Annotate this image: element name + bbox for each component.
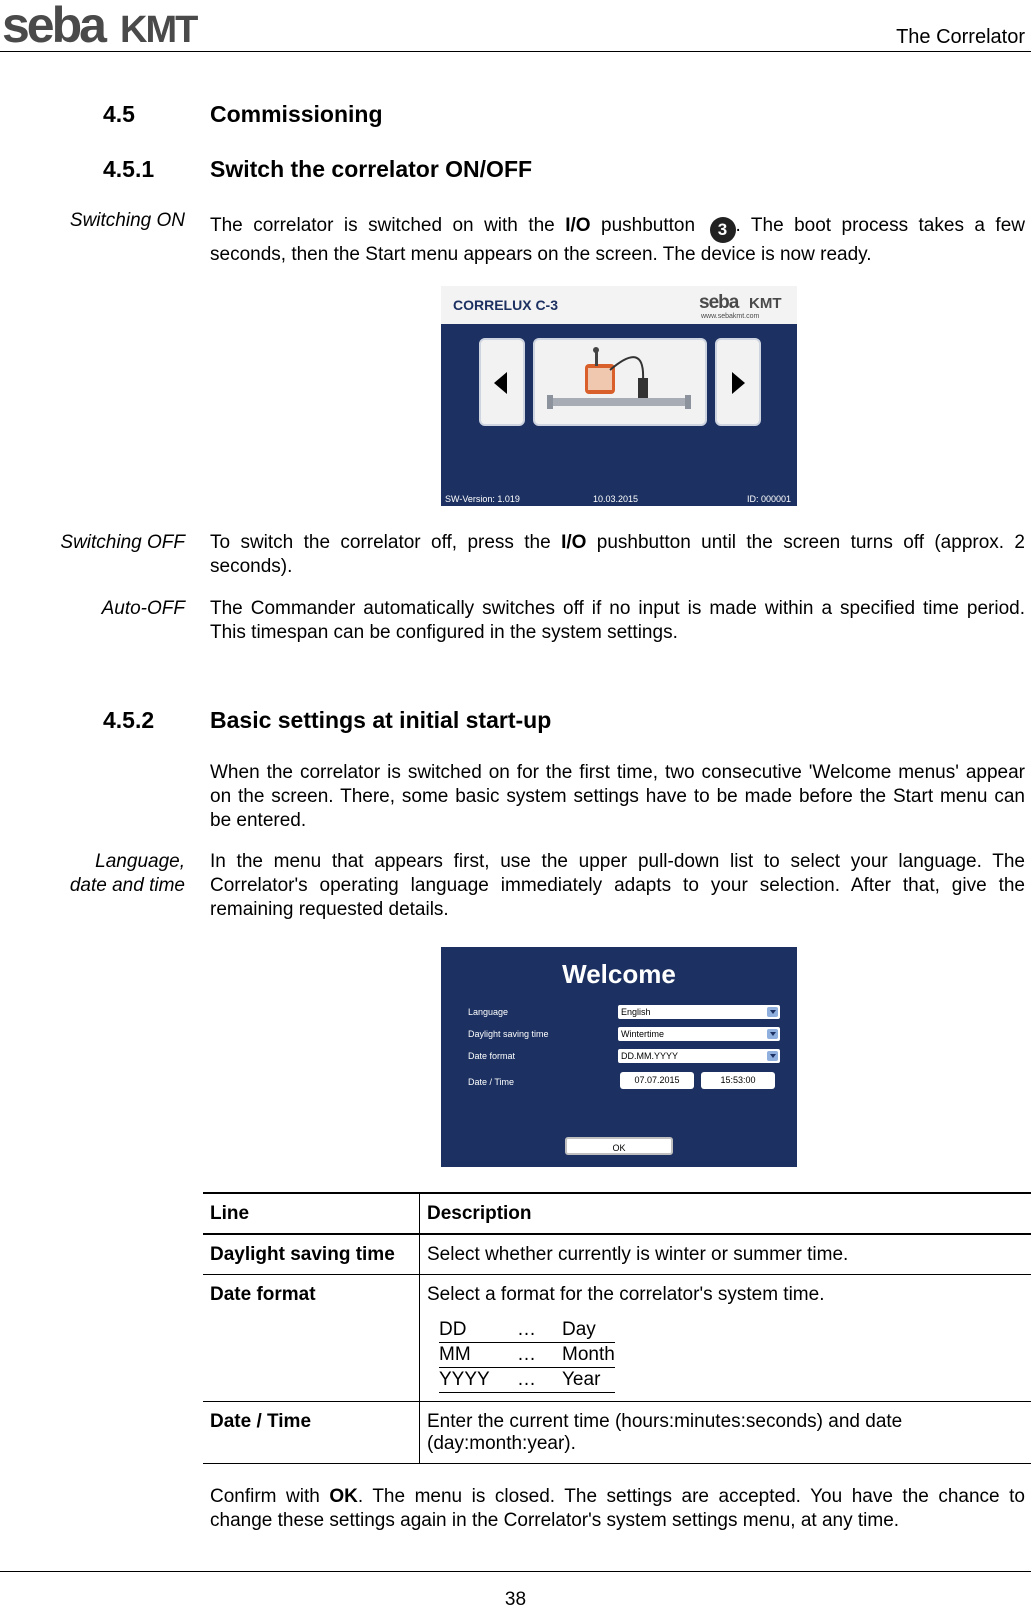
margin-label-switching-on: Switching ON <box>69 210 185 231</box>
device-title: CORRELUX C-3 <box>453 297 559 313</box>
chevron-down-icon <box>767 1029 778 1039</box>
column-header-description: Description <box>427 1203 532 1224</box>
ok-button[interactable]: OK <box>565 1137 673 1155</box>
next-button[interactable] <box>715 338 761 426</box>
margin-label-line: Language, <box>95 851 185 872</box>
row-description: Enter the current time (hours:minutes:seconds) and date (day:month:year). <box>427 1411 903 1454</box>
confirm-paragraph: Confirm with OK. The menu is closed. The settings are accepted. You have the chance to change these settings again in the Correlator's system settings menu, at any time. <box>210 1486 1025 1531</box>
table-header-row <box>203 1193 1031 1234</box>
daylight-saving-select[interactable]: Wintertime <box>618 1027 780 1041</box>
language-paragraph: In the menu that appears first, use the upper pull-down list to select your language. The Correlator's operating language immediately adapts to your selection. After that, give the remaining requested details. <box>210 851 1025 920</box>
format-code: DD <box>439 1319 467 1340</box>
format-meaning: Year <box>562 1369 601 1390</box>
start-menu-screenshot <box>441 286 797 506</box>
date-input[interactable]: 07.07.2015 <box>620 1072 694 1089</box>
subsection-title: Basic settings at initial start-up <box>210 707 552 733</box>
sebakmt-small-logo <box>699 291 791 321</box>
svg-text:seba: seba <box>2 0 104 50</box>
sw-version: SW-Version: 1.019 <box>445 494 520 504</box>
date-format-label: Date format <box>468 1051 516 1061</box>
format-meaning: Day <box>562 1319 596 1340</box>
welcome-title: Welcome <box>562 959 676 989</box>
header-divider <box>0 51 1031 52</box>
svg-text:KMT: KMT <box>749 295 782 312</box>
table-row <box>203 1402 1031 1464</box>
format-meaning: Month <box>562 1344 615 1365</box>
logo-url: www.sebakmt.com <box>701 313 760 320</box>
footer-divider <box>0 1571 1031 1572</box>
language-label: Language <box>468 1007 509 1017</box>
row-description: Select a format for the correlator's system time. <box>427 1284 825 1305</box>
device-id: ID: 000001 <box>746 494 791 504</box>
row-description-cell <box>420 1275 1031 1402</box>
sebakmt-logo <box>2 0 227 50</box>
legend-row <box>439 1368 615 1393</box>
margin-label-line: date and time <box>69 875 185 896</box>
svg-text:seba: seba <box>699 292 739 313</box>
subsection-title: Switch the correlator ON/OFF <box>210 156 533 182</box>
section-number: 4.5 <box>103 101 135 127</box>
auto-off-paragraph: The Commander automatically switches off if no input is made within a specified time period. This timespan can be configured in the system settings. <box>210 598 1025 643</box>
page-number: 38 <box>504 1589 527 1610</box>
svg-text:KMT: KMT <box>120 9 197 50</box>
format-sep: … <box>517 1369 536 1390</box>
language-select[interactable]: English <box>618 1005 780 1019</box>
time-input[interactable]: 15:53:00 <box>701 1072 775 1089</box>
chevron-down-icon <box>767 1051 778 1061</box>
row-description: Select whether currently is winter or summer time. <box>427 1244 849 1265</box>
basic-settings-intro: When the correlator is switched on for the first time, two consecutive 'Welcome menus' appear on the screen. There, some basic system settings have to be made before the Start menu can be entered. <box>210 762 1025 831</box>
subsection-number: 4.5.2 <box>103 707 155 733</box>
row-line: Daylight saving time <box>203 1234 420 1275</box>
subsection-number: 4.5.1 <box>103 156 155 182</box>
table-row <box>203 1234 1031 1275</box>
date-format-legend <box>439 1318 615 1393</box>
table-row <box>203 1275 1031 1402</box>
arrow-right-icon <box>717 340 759 424</box>
margin-label-language <box>70 850 185 898</box>
format-sep: … <box>517 1344 536 1365</box>
row-line: Date format <box>203 1275 420 1402</box>
section-title: Commissioning <box>210 101 383 127</box>
legend-row <box>439 1343 615 1368</box>
previous-button[interactable] <box>479 338 525 426</box>
arrow-left-icon <box>481 340 523 424</box>
screen-date: 10.03.2015 <box>593 494 639 504</box>
sensor-on-pipe-illustration <box>535 340 705 424</box>
chevron-down-icon <box>767 1007 778 1017</box>
welcome-menu-screenshot <box>441 947 797 1167</box>
format-code: YYYY <box>439 1369 490 1390</box>
bullet-number-icon: 3 <box>710 217 736 243</box>
column-header-line: Line <box>203 1193 420 1234</box>
format-code: MM <box>439 1344 471 1365</box>
settings-table <box>203 1192 1031 1464</box>
margin-label-auto-off: Auto-OFF <box>101 598 185 619</box>
switching-on-paragraph: The correlator is switched on with the I/O pushbutton 3 . The boot process takes a few seconds, then the Start menu appears on the screen. The device is now ready. <box>210 215 1025 265</box>
date-format-select[interactable]: DD.MM.YYYY <box>618 1049 780 1063</box>
switching-off-paragraph: To switch the correlator off, press the I/O pushbutton until the screen turns off (approx. 2 seconds). <box>210 532 1025 577</box>
device-image-panel <box>533 338 707 426</box>
margin-label-switching-off: Switching OFF <box>60 532 185 553</box>
row-line: Date / Time <box>203 1402 420 1464</box>
header-title: The Correlator <box>896 26 1025 48</box>
format-sep: … <box>517 1319 536 1340</box>
daylight-saving-label: Daylight saving time <box>468 1029 549 1039</box>
legend-row <box>439 1318 615 1343</box>
date-time-label: Date / Time <box>468 1077 515 1087</box>
